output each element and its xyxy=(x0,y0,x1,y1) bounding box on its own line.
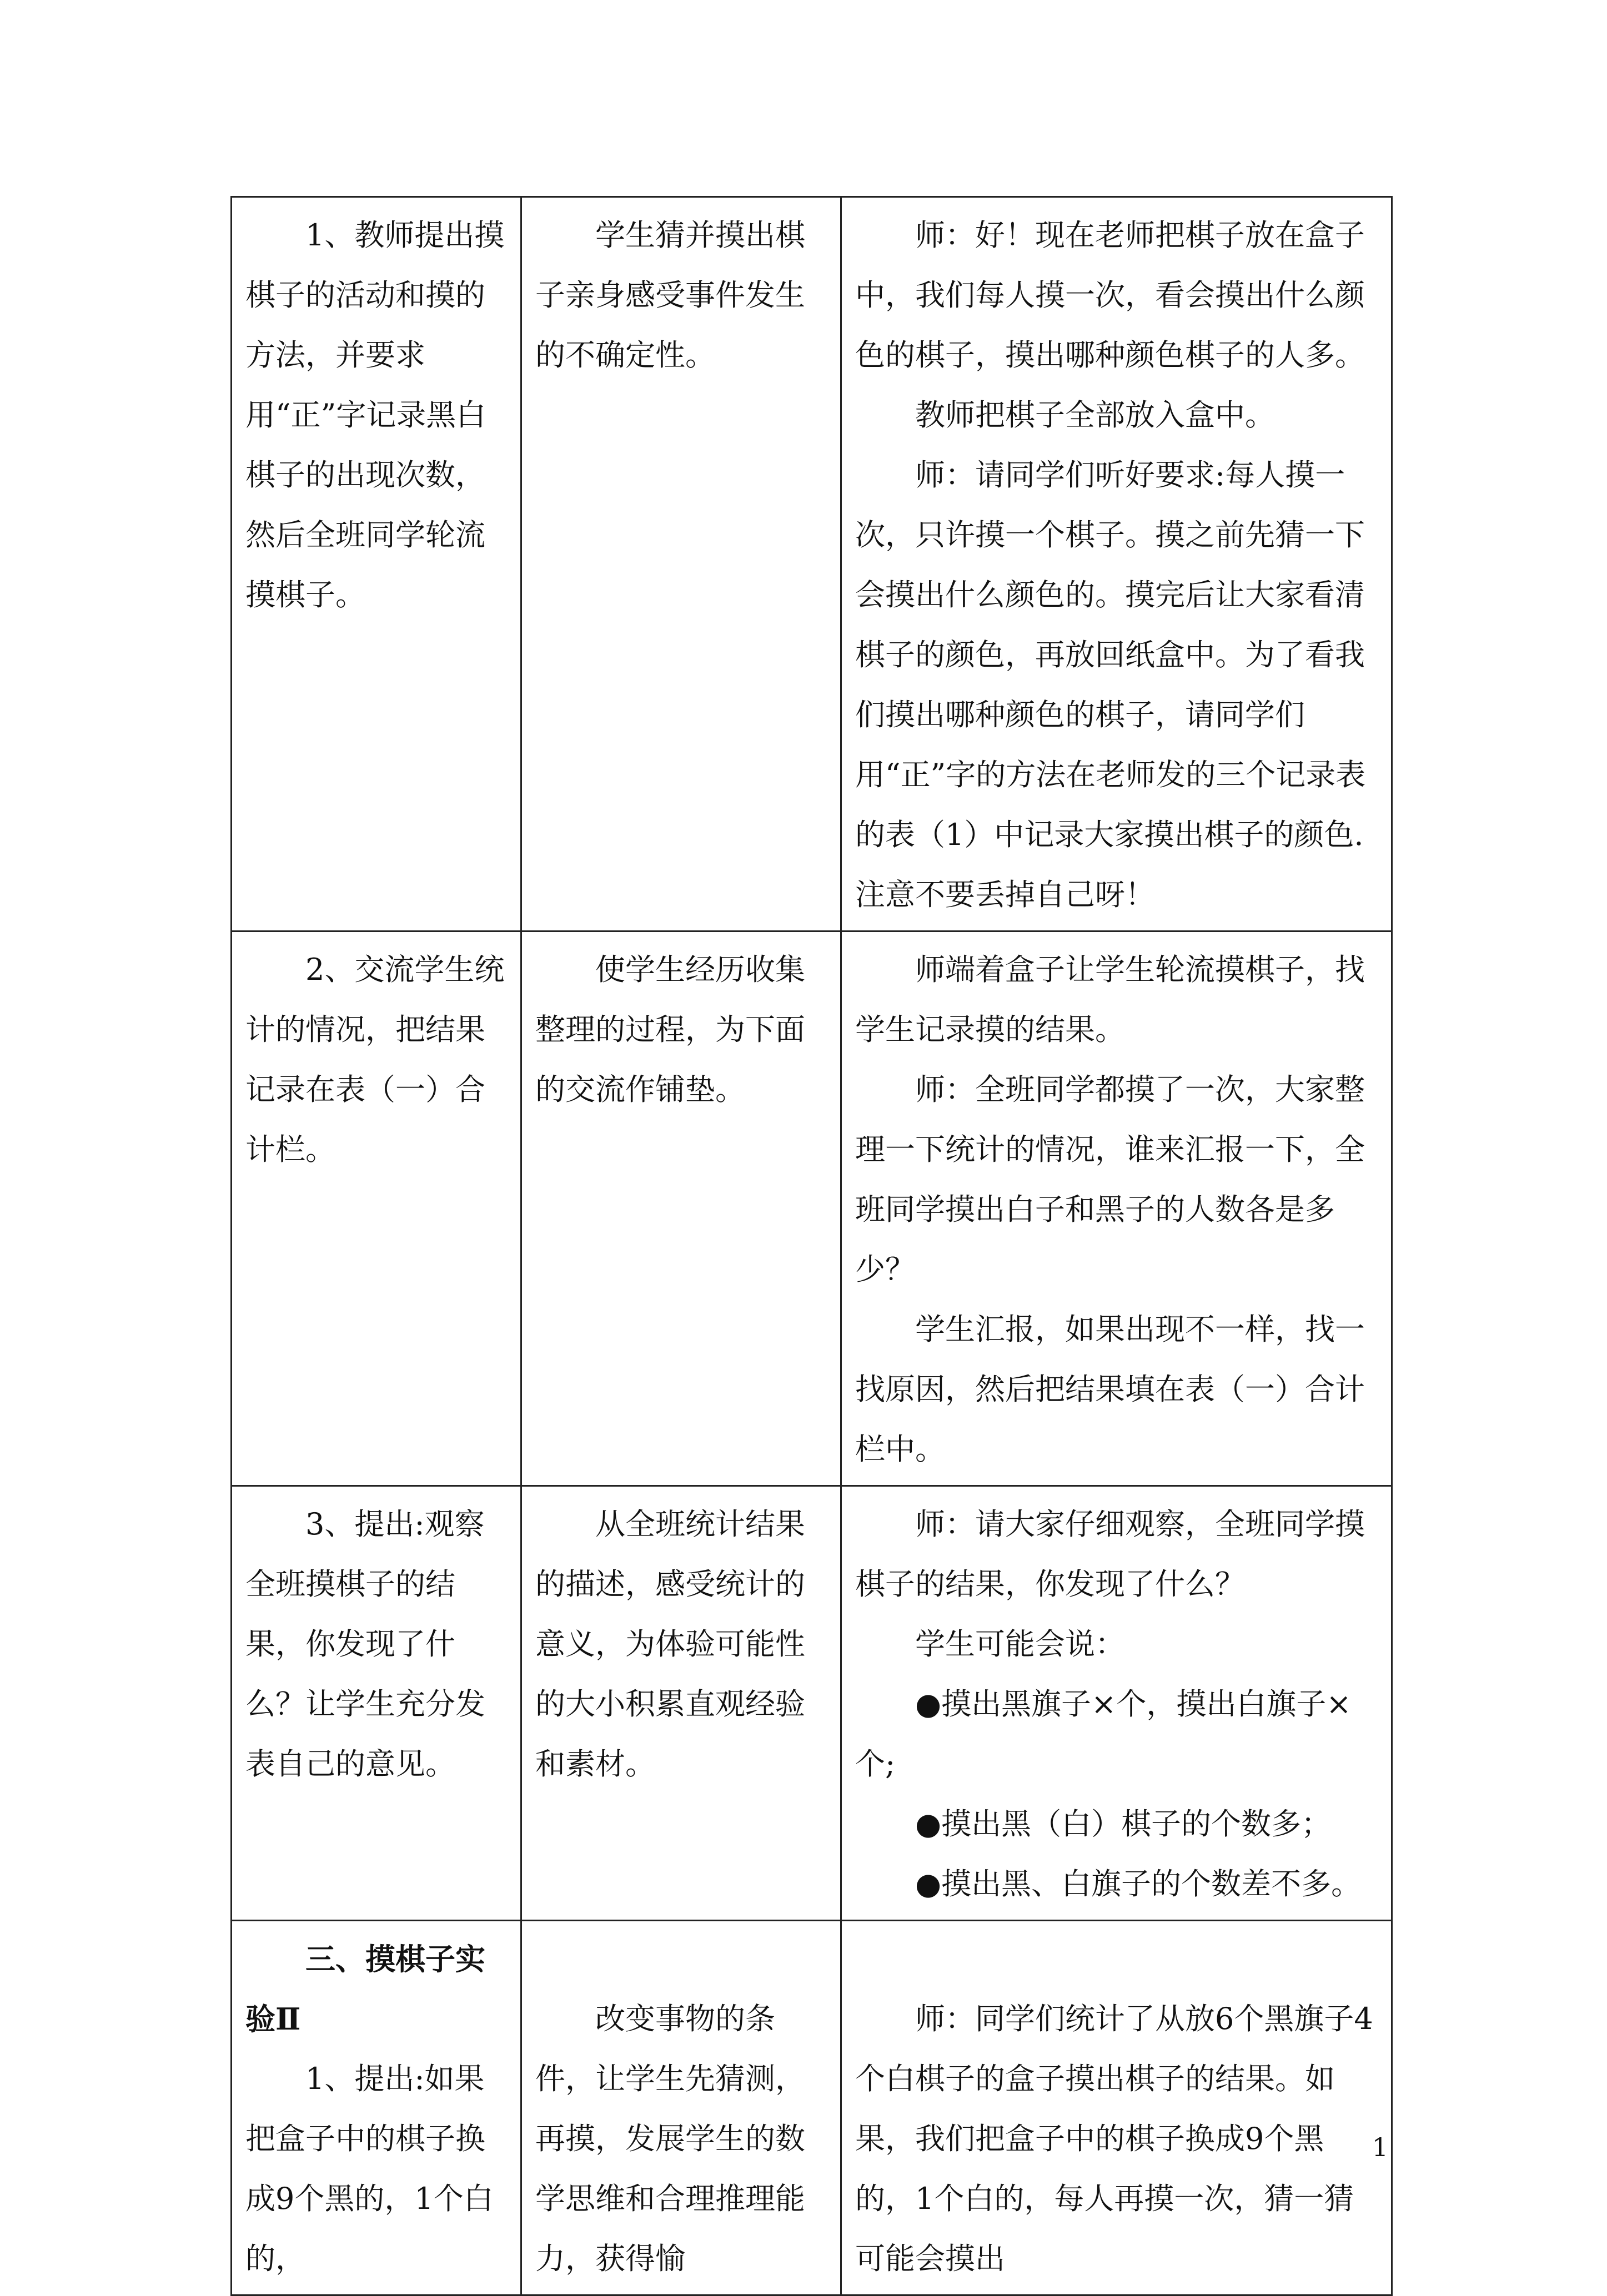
cell-paragraph: 学生猜并摸出棋子亲身感受事件发生的不确定性。 xyxy=(535,218,805,372)
table-row xyxy=(232,197,1392,932)
table-row xyxy=(232,1486,1392,1921)
teacher-activity-cell xyxy=(232,1921,521,2295)
cell-paragraph: 改变事物的条件，让学生先猜测，再摸，发展学生的数学思维和合理推理能力，获得愉 xyxy=(535,2001,805,2276)
cell-paragraph: 使学生经历收集整理的过程，为下面的交流作铺垫。 xyxy=(535,952,805,1107)
cell-paragraph: 师：请大家仔细观察，全班同学摸棋子的结果，你发现了什么？ xyxy=(855,1507,1365,1602)
cell-paragraph: 1、提出:如果把盒子中的棋子换成9个黑的，1个白的， xyxy=(245,2061,494,2276)
lesson-plan-table xyxy=(230,196,1393,2296)
cell-paragraph: 教师把棋子全部放入盒中。 xyxy=(915,397,1275,432)
cell-paragraph: 1、教师提出摸棋子的活动和摸的方法，并要求用“正”字记录黑白棋子的出现次数，然后全班同学轮流摸棋子。 xyxy=(245,218,505,612)
cell-paragraph: 师：请同学们听好要求:每人摸一次，只许摸一个棋子。摸之前先猜一下会摸出什么颜色的。摸完后让大家看清棋子的颜色，再放回纸盒中。为了看我们摸出哪种颜色的棋子，请同学们用“正”字的方法在老师发的三个记录表的表（1）中记录大家摸出棋子的颜色.注意不要丢掉自己呀！ xyxy=(855,457,1366,912)
design-intent-cell xyxy=(521,932,841,1486)
cell-paragraph: 2、交流学生统计的情况，把结果记录在表（一）合计栏。 xyxy=(245,952,505,1167)
bullet-item: ●摸出黑、白旗子的个数差不多。 xyxy=(915,1866,1362,1901)
table-row xyxy=(232,932,1392,1486)
classroom-process-cell xyxy=(841,932,1392,1486)
classroom-process-cell xyxy=(841,1486,1392,1921)
cell-paragraph: 3、提出:观察全班摸棋子的结果，你发现了什么？让学生充分发表自己的意见。 xyxy=(245,1507,485,1781)
teacher-activity-cell xyxy=(232,197,521,932)
section-heading: 三、摸棋子实验Ⅱ xyxy=(245,1941,485,2037)
cell-paragraph: 师端着盒子让学生轮流摸棋子，找学生记录摸的结果。 xyxy=(855,952,1365,1047)
bullet-item: ●摸出黑旗子×个，摸出白旗子×个; xyxy=(855,1686,1352,1781)
classroom-process-cell xyxy=(841,197,1392,932)
bullet-item: ●摸出黑（白）棋子的个数多； xyxy=(915,1806,1332,1841)
cell-paragraph: 学生可能会说： xyxy=(915,1627,1125,1661)
teacher-activity-cell xyxy=(232,932,521,1486)
cell-paragraph: 师：同学们统计了从放6个黑旗子4个白棋子的盒子摸出棋子的结果。如果，我们把盒子中的棋子换成9个黑的，1个白的，每人再摸一次，猜一猜可能会摸出 xyxy=(855,2001,1373,2276)
cell-paragraph: 从全班统计结果的描述，感受统计的意义，为体验可能性的大小积累直观经验和素材。 xyxy=(535,1507,805,1781)
cell-paragraph: 师：好！现在老师把棋子放在盒子中，我们每人摸一次，看会摸出什么颜色的棋子，摸出哪种颜色棋子的人多。 xyxy=(855,218,1365,372)
cell-paragraph: 学生汇报，如果出现不一样，找一找原因，然后把结果填在表（一）合计栏中。 xyxy=(855,1312,1365,1467)
design-intent-cell xyxy=(521,1486,841,1921)
teacher-activity-cell xyxy=(232,1486,521,1921)
classroom-process-cell xyxy=(841,1921,1392,2295)
design-intent-cell xyxy=(521,1921,841,2295)
cell-paragraph: 师：全班同学都摸了一次，大家整理一下统计的情况，谁来汇报一下，全班同学摸出白子和黑子的人数各是多少？ xyxy=(855,1072,1365,1287)
design-intent-cell xyxy=(521,197,841,932)
page-number: 1 xyxy=(1372,2132,1388,2162)
table-row xyxy=(232,1921,1392,2295)
